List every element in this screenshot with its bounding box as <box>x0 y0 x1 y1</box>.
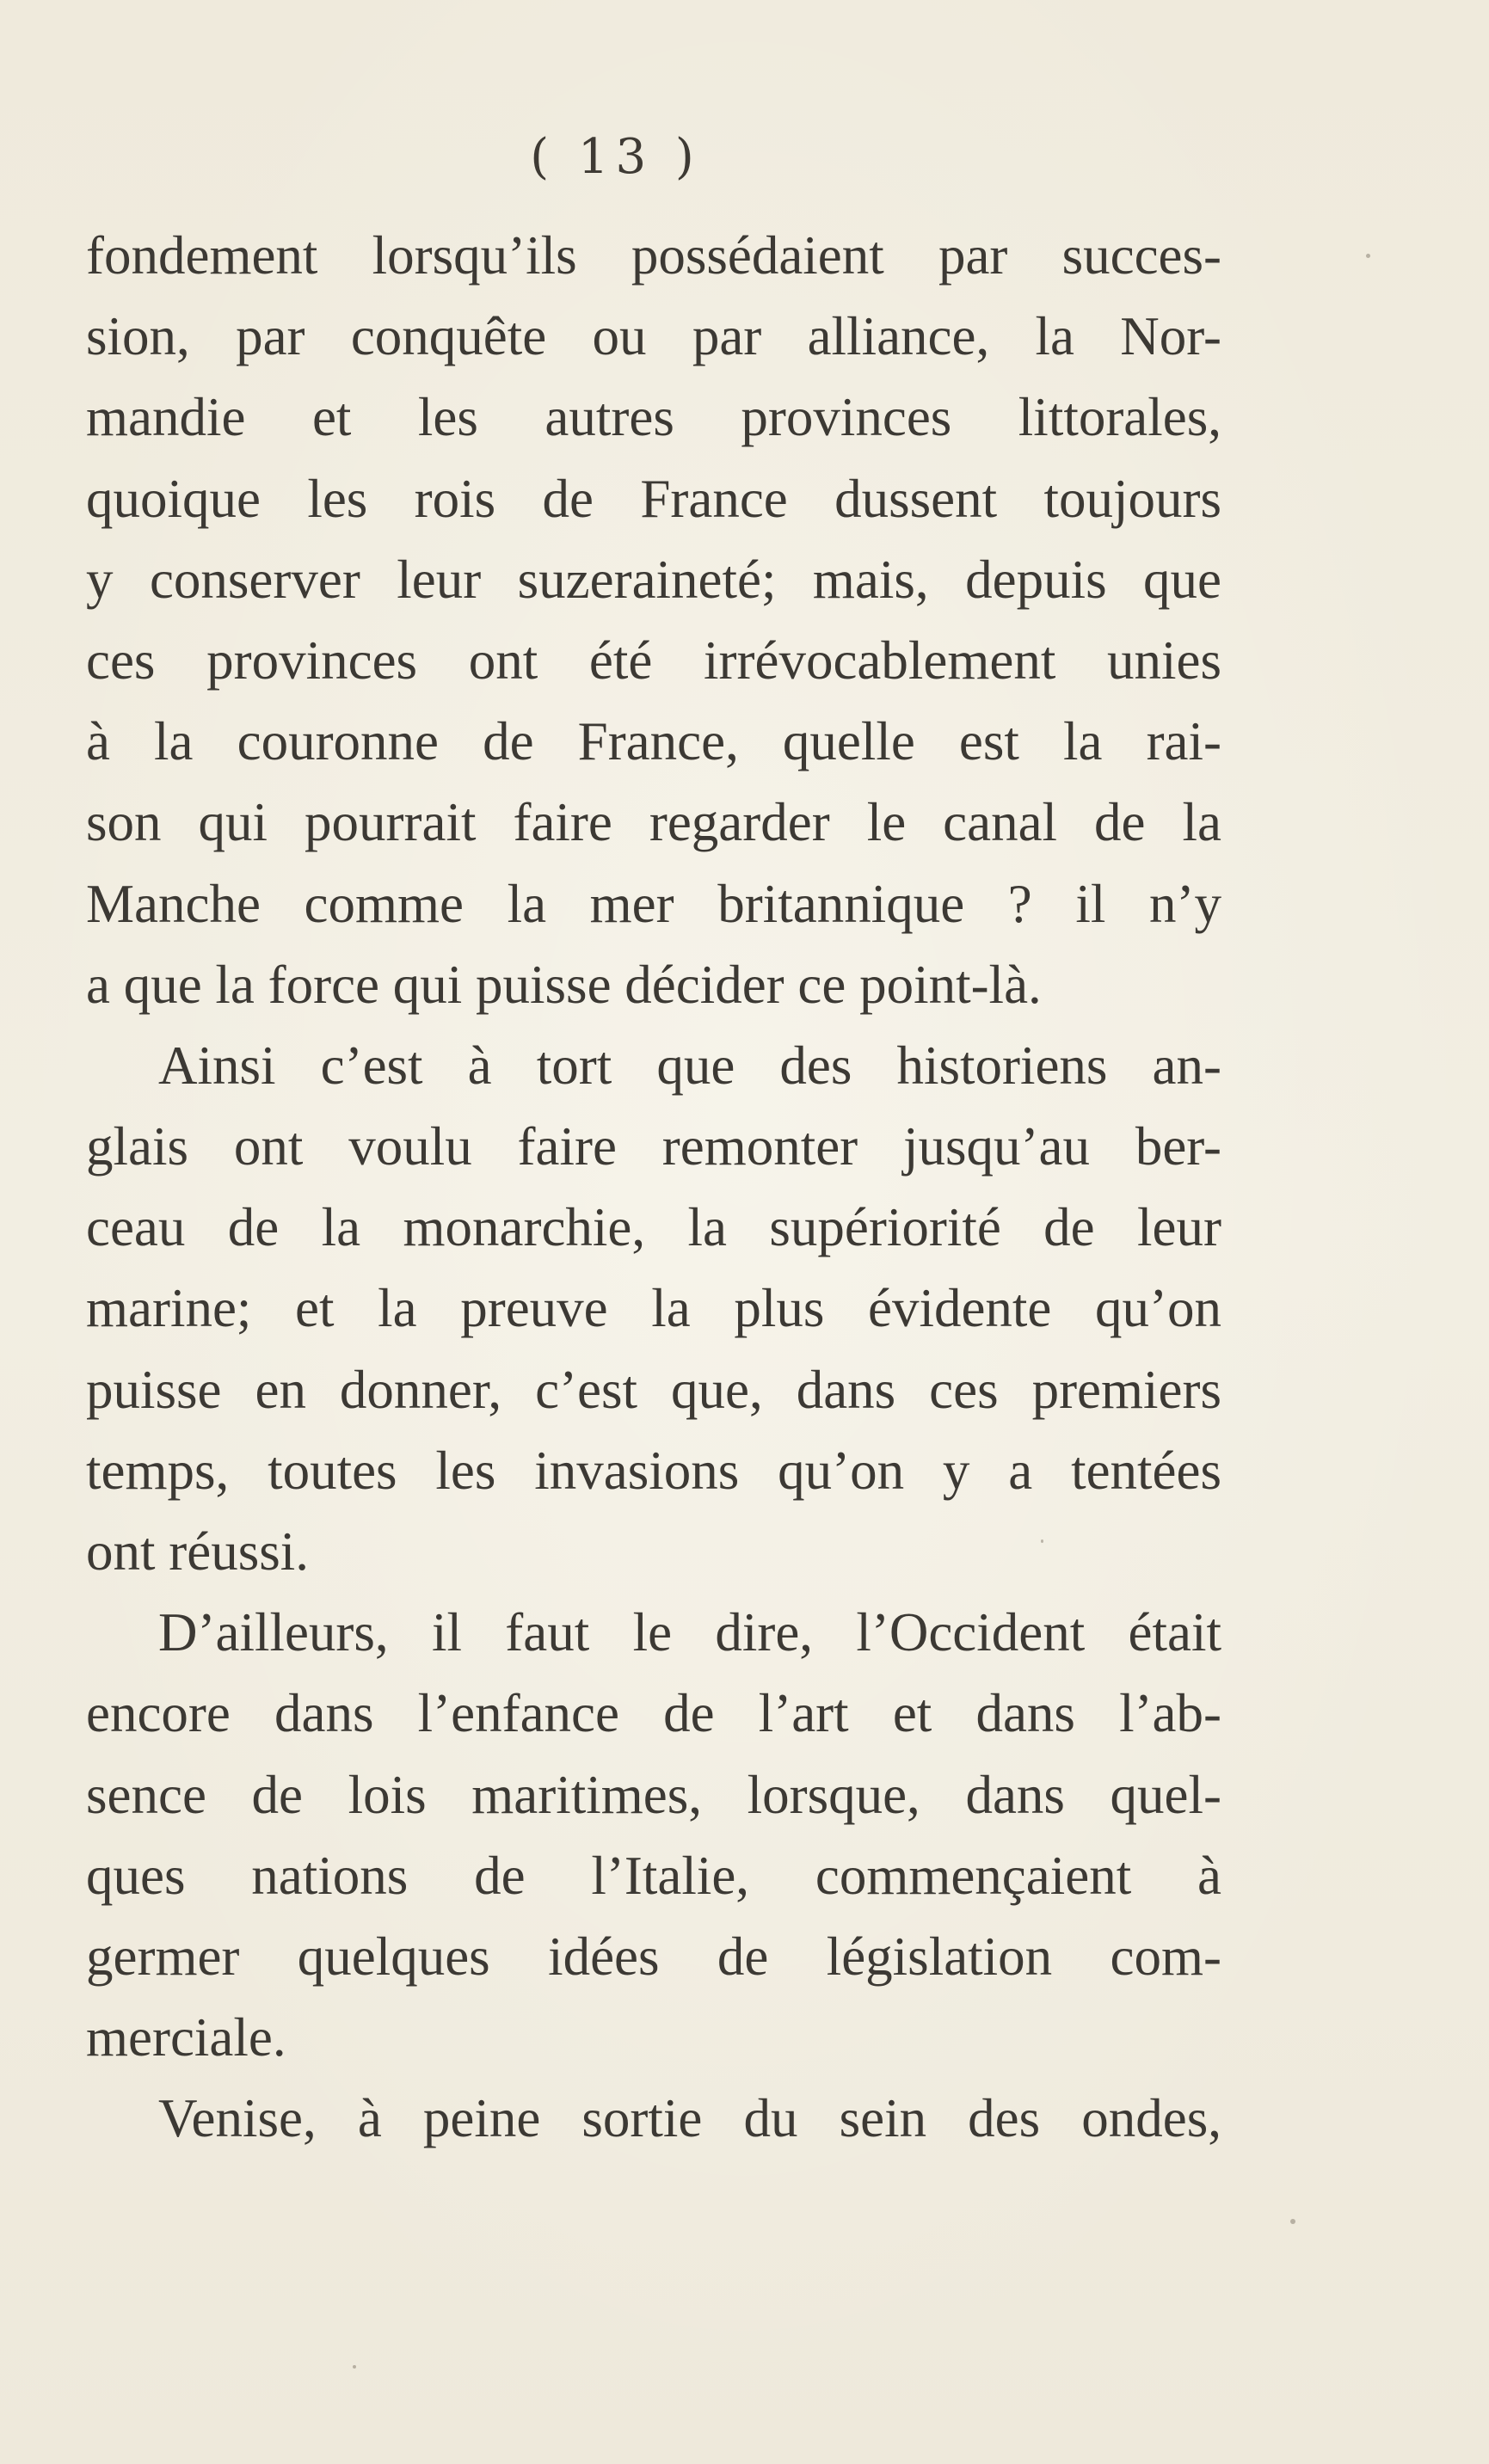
text-line: merciale. <box>86 2007 286 2068</box>
text-line: glais ont voulu faire remonter jusqu’au ber- <box>86 1116 1221 1177</box>
text-line: marine; et la preuve la plus évidente qu’on <box>86 1278 1221 1339</box>
text-line: son qui pourrait faire regarder le canal de la <box>86 792 1221 853</box>
paper-speck <box>1041 1539 1043 1543</box>
text-line: ces provinces ont été irrévocablement unies <box>86 630 1221 691</box>
text-line: Manche comme la mer britannique ? il n’y <box>86 873 1221 934</box>
text-line: temps, toutes les invasions qu’on y a tentées <box>86 1440 1221 1501</box>
text-line: ceau de la monarchie, la supériorité de leur <box>86 1197 1221 1258</box>
text-line: y conserver leur suzeraineté; mais, depuis que <box>86 549 1221 610</box>
text-line: sence de lois maritimes, lorsque, dans quel- <box>86 1764 1221 1825</box>
text-line: mandie et les autres provinces littorales, <box>86 387 1221 448</box>
paper-speck <box>1366 254 1370 258</box>
paper-speck <box>1290 2219 1295 2224</box>
body-text <box>86 215 1221 2160</box>
text-line: fondement lorsqu’ils possédaient par succes- <box>86 225 1221 286</box>
text-line: quoique les rois de France dussent toujours <box>86 468 1221 529</box>
text-line: encore dans l’enfance de l’art et dans l’ab- <box>86 1683 1221 1744</box>
page-number: ( 13 ) <box>530 129 701 185</box>
text-line: Ainsi c’est à tort que des historiens an- <box>158 1035 1221 1096</box>
paragraph <box>86 2078 1221 2159</box>
text-line: sion, par conquête ou par alliance, la Nor- <box>86 306 1221 367</box>
paper-speck <box>353 2365 356 2369</box>
text-line: ques nations de l’Italie, commençaient à <box>86 1845 1221 1906</box>
paragraph <box>86 1025 1221 1592</box>
text-line: puisse en donner, c’est que, dans ces premiers <box>86 1359 1221 1420</box>
text-line: germer quelques idées de législation com- <box>86 1926 1221 1987</box>
text-line: D’ailleurs, il faut le dire, l’Occident était <box>158 1602 1221 1663</box>
text-line: ont réussi. <box>86 1521 309 1582</box>
paragraph <box>86 215 1221 1025</box>
paragraph <box>86 1592 1221 2078</box>
text-line: a que la force qui puisse décider ce point-là. <box>86 954 1042 1015</box>
text-line: Venise, à peine sortie du sein des ondes, <box>158 2088 1221 2149</box>
text-line: à la couronne de France, quelle est la rai- <box>86 711 1221 772</box>
